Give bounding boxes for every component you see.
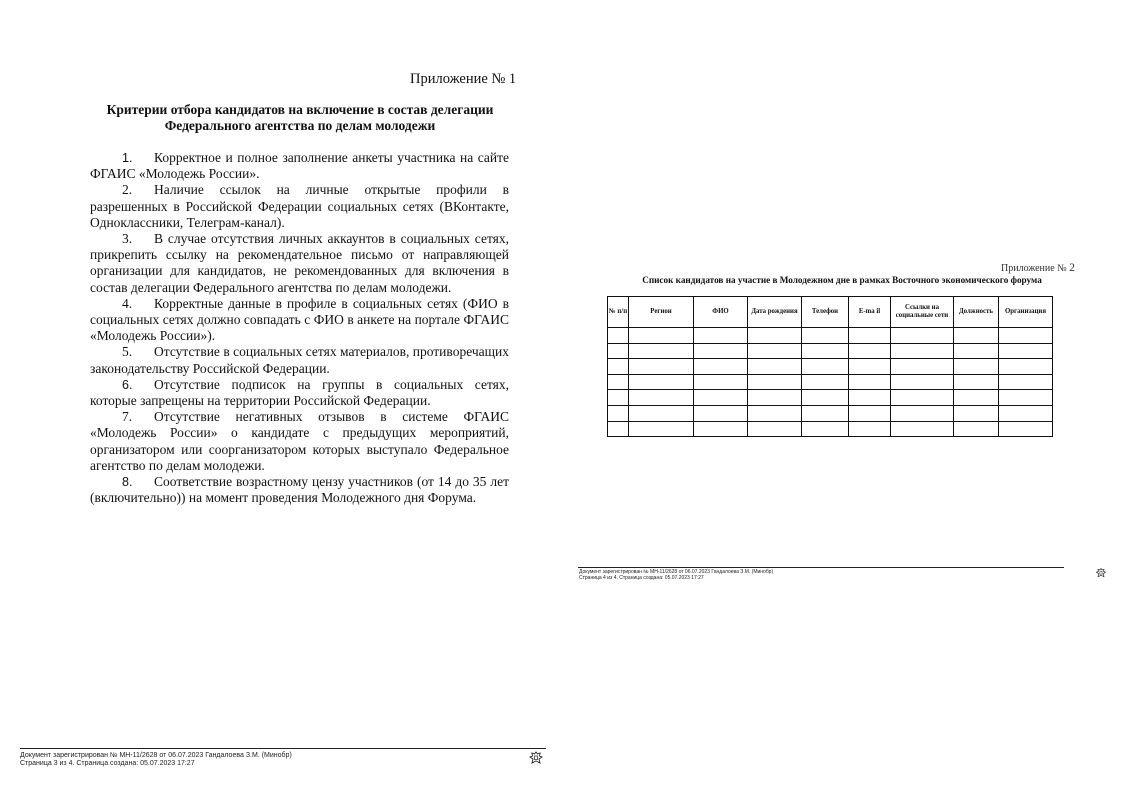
table-cell [954, 359, 999, 375]
criteria-text: Наличие ссылок на личные открытые профили в разрешенных в Российской Федерации социальных сетях (ВКонтакте, Одноклассники, Телеграм-канал). [90, 182, 509, 230]
appendix-label-text: Приложение № [1001, 263, 1067, 274]
footer-rule [578, 567, 1064, 568]
criteria-text: Корректные данные в профиле в социальных сетях (ФИО в социальных сетях должно совпадать с ФИО в анкете на портале ФГАИС «Молодежь России»). [90, 295, 509, 344]
table-cell [999, 390, 1053, 406]
table-cell [694, 374, 748, 390]
criteria-text: Отсутствие подписок на группы в социальных сетях, которые запрещены на территории Российской Федерации. [90, 376, 509, 409]
criteria-text: В случае отсутствия личных аккаунтов в социальных сетях, прикрепить ссылку на рекомендательное письмо от направляющей организации для кандидатов, не рекомендованных для включения в состав делегации Федерального агентства по делам молодежи. [90, 231, 509, 295]
table-cell [694, 328, 748, 344]
table-cell [954, 390, 999, 406]
criteria-text: Соответствие возрастному цензу участников (от 14 до 35 лет (включительно)) на момент проведения Молодежного дня Форума. [90, 474, 509, 506]
table-cell [608, 343, 629, 359]
table-cell [802, 390, 849, 406]
table-cell [954, 328, 999, 344]
table-cell [849, 390, 891, 406]
coat-of-arms-icon [528, 750, 544, 766]
table-cell [629, 343, 694, 359]
table-cell [802, 374, 849, 390]
column-header: Ссылки на социальные сети [891, 297, 954, 328]
table-cell [629, 421, 694, 437]
table-row [608, 343, 1053, 359]
table-cell [999, 343, 1053, 359]
registration-footer [579, 570, 773, 581]
table-cell [802, 359, 849, 375]
column-header: Организация [999, 297, 1053, 328]
table-cell [891, 405, 954, 421]
criteria-item [90, 474, 509, 506]
column-header: Телефон [802, 297, 849, 328]
criteria-text: Отсутствие негативных отзывов в системе ФГАИС «Молодежь России» о кандидате с предыдущих мероприятий, организатором или соорганизатором которых выступало Федеральное агентство по делам молодежи. [90, 409, 509, 473]
table-cell [849, 421, 891, 437]
appendix-number: 2 [1069, 262, 1075, 274]
criteria-number: 6. [122, 377, 133, 392]
column-header: ФИО [694, 297, 748, 328]
candidates-table [607, 296, 1053, 437]
footer-rule [20, 748, 546, 749]
table-row [608, 359, 1053, 375]
table-cell [891, 359, 954, 375]
table-cell [608, 390, 629, 406]
table-row [608, 421, 1053, 437]
column-header: E-ma il [849, 297, 891, 328]
column-header: Дата рождения [748, 297, 802, 328]
criteria-number: 7. [122, 409, 133, 425]
table-cell [999, 328, 1053, 344]
criteria-item [90, 296, 509, 345]
table-cell [999, 374, 1053, 390]
table-cell [999, 405, 1053, 421]
criteria-title: Критерии отбора кандидатов на включение в состав делегации Федерального агентства по делам молодежи [106, 102, 494, 133]
table-cell [849, 359, 891, 375]
table-cell [802, 343, 849, 359]
table-header-row [608, 297, 1053, 328]
page-info-line: Страница 3 из 4. Страница создана: 05.07.2023 17:27 [20, 760, 195, 767]
criteria-item [90, 182, 509, 231]
table-cell [608, 328, 629, 344]
table-cell [999, 359, 1053, 375]
table-cell [629, 328, 694, 344]
table-cell [748, 343, 802, 359]
table-cell [891, 374, 954, 390]
column-header: Регион [629, 297, 694, 328]
table-row [608, 390, 1053, 406]
candidates-list-title: Список кандидатов на участие в Молодежном дне в рамках Восточного экономического форума [642, 275, 1042, 285]
table-cell [748, 390, 802, 406]
table-cell [748, 328, 802, 344]
table-cell [748, 421, 802, 437]
column-header: Должность [954, 297, 999, 328]
table-cell [891, 343, 954, 359]
table-cell [629, 390, 694, 406]
criteria-list [90, 150, 509, 506]
table-cell [608, 374, 629, 390]
left-page [0, 0, 561, 794]
criteria-number: 3. [122, 231, 133, 247]
table-cell [608, 359, 629, 375]
table-cell [608, 421, 629, 437]
table-cell [802, 421, 849, 437]
table-cell [694, 390, 748, 406]
table-cell [802, 405, 849, 421]
table-cell [694, 359, 748, 375]
table-cell [694, 343, 748, 359]
table-cell [954, 343, 999, 359]
table-cell [999, 421, 1053, 437]
registration-footer [20, 752, 292, 768]
table-row [608, 405, 1053, 421]
appendix-label [1001, 262, 1075, 274]
table-cell [849, 374, 891, 390]
table-cell [849, 405, 891, 421]
registration-line: Документ зарегистрирован № МН-11/2628 от 06.07.2023 Гандалоева З.М. (Минобр) [579, 569, 774, 575]
criteria-text: Корректное и полное заполнение анкеты участника на сайте ФГАИС «Молодежь России». [90, 150, 509, 182]
table-body [608, 328, 1053, 437]
table-cell [629, 359, 694, 375]
page-info-line: Страница 4 из 4. Страница создана: 05.07.2023 17:27 [579, 574, 704, 581]
table-cell [694, 421, 748, 437]
table-cell [802, 328, 849, 344]
table-cell [954, 421, 999, 437]
criteria-number: 4. [122, 295, 133, 311]
table-cell [748, 405, 802, 421]
table-cell [849, 328, 891, 344]
table-cell [748, 374, 802, 390]
table-cell [748, 359, 802, 375]
table-cell [694, 405, 748, 421]
table-cell [891, 421, 954, 437]
criteria-number: 8. [122, 475, 133, 490]
criteria-number: 5. [122, 344, 133, 360]
appendix-label: Приложение № 1 [410, 71, 517, 87]
criteria-text: Отсутствие в социальных сетях материалов, противоречащих законодательству Российской Федерации. [90, 344, 509, 376]
table-cell [891, 390, 954, 406]
right-page [562, 0, 1123, 794]
table-row [608, 328, 1053, 344]
table-cell [849, 343, 891, 359]
criteria-item [90, 377, 509, 409]
criteria-item [90, 231, 509, 296]
criteria-number: 1. [122, 151, 133, 165]
registration-line: Документ зарегистрирован № МН-11/2628 от 06.07.2023 Гандалоева З.М. (Минобр) [20, 752, 292, 759]
criteria-item [90, 150, 509, 182]
column-header: № п/п [608, 297, 629, 328]
table-cell [954, 374, 999, 390]
criteria-number: 2. [122, 182, 133, 198]
table-cell [891, 328, 954, 344]
table-cell [629, 374, 694, 390]
criteria-item [90, 409, 509, 474]
table-cell [608, 405, 629, 421]
table-cell [954, 405, 999, 421]
criteria-item [90, 344, 509, 376]
coat-of-arms-icon [1095, 567, 1107, 579]
table-row [608, 374, 1053, 390]
table-cell [629, 405, 694, 421]
